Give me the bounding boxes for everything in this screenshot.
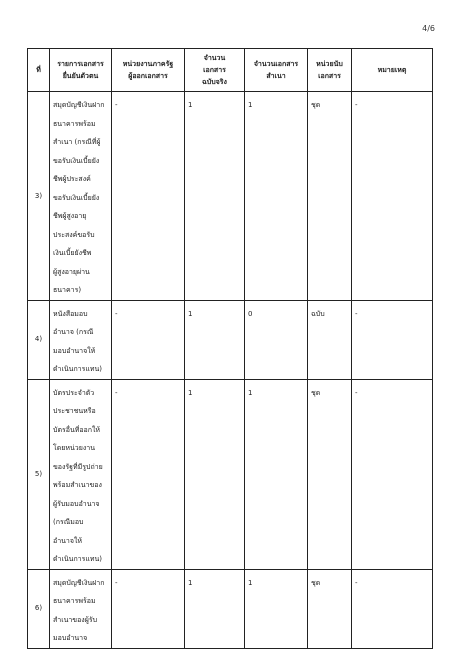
row-document-name	[50, 569, 112, 648]
row-original-count: 1	[185, 379, 245, 569]
document-name-text: บัตรประจำตัว ประชาชนหรือ บัตรอื่นที่ออกให้ โดยหน่วยงาน ของรัฐที่มีรูปถ่าย พร้อมสำเนาของ ผู้รับมอบอำนาจ (กรณีมอบ อำนาจให้ ดำเนินการแทน)	[53, 388, 103, 563]
row-issuing-agency: -	[112, 92, 185, 301]
row-copy-count: 1	[245, 379, 308, 569]
header-document-name: รายการเอกสาร ยื่นยันตัวตน	[50, 49, 112, 92]
row-issuing-agency: -	[112, 379, 185, 569]
row-remarks: -	[352, 379, 433, 569]
table-row	[28, 300, 433, 379]
document-name-text: หนังสือมอบ อำนาจ (กรณี มอบอำนาจให้ ดำเนินการแทน)	[53, 309, 103, 373]
row-copy-count: 1	[245, 92, 308, 301]
row-original-count: 1	[185, 92, 245, 301]
row-document-name	[50, 92, 112, 301]
row-unit: ชุด	[308, 379, 352, 569]
header-remarks: หมายเหตุ	[352, 49, 433, 92]
row-remarks: -	[352, 569, 433, 648]
document-name-text: สมุดบัญชีเงินฝาก ธนาคารพร้อม สำเนาของผู้รับ มอบอำนาจ	[53, 578, 105, 642]
row-document-name	[50, 300, 112, 379]
document-table	[27, 48, 433, 649]
page-number: 4/6	[422, 24, 435, 33]
document-name-text: สมุดบัญชีเงินฝาก ธนาคารพร้อม สำเนา (กรณีที่ผู้ ขอรับเงินเบี้ยยัง ชีพผู้ประสงค์ ขอรับเงินเบี้ยยัง ชีพผู้สูงอายุ ประสงค์ขอรับ เงินเบี้ยยังชีพ ผู้สูงอายุผ่าน ธนาคาร)	[53, 101, 105, 294]
header-original-count: จำนวน เอกสาร ฉบับจริง	[185, 49, 245, 92]
row-original-count: 1	[185, 300, 245, 379]
row-number: 4)	[28, 300, 50, 379]
table-header-row	[28, 49, 433, 92]
table-row	[28, 569, 433, 648]
header-copy-count: จำนวนเอกสาร สำเนา	[245, 49, 308, 92]
row-number: 6)	[28, 569, 50, 648]
header-unit: หน่วยนับ เอกสาร	[308, 49, 352, 92]
row-unit: ฉบับ	[308, 300, 352, 379]
header-issuing-agency: หน่วยงานภาครัฐ ผู้ออกเอกสาร	[112, 49, 185, 92]
table-row	[28, 379, 433, 569]
row-unit: ชุด	[308, 92, 352, 301]
row-copy-count: 1	[245, 569, 308, 648]
row-remarks: -	[352, 92, 433, 301]
row-issuing-agency: -	[112, 569, 185, 648]
row-unit: ชุด	[308, 569, 352, 648]
row-copy-count: 0	[245, 300, 308, 379]
row-issuing-agency: -	[112, 300, 185, 379]
row-number: 3)	[28, 92, 50, 301]
table-row	[28, 92, 433, 301]
header-no: ที่	[28, 49, 50, 92]
row-document-name	[50, 379, 112, 569]
row-number: 5)	[28, 379, 50, 569]
row-remarks: -	[352, 300, 433, 379]
row-original-count: 1	[185, 569, 245, 648]
